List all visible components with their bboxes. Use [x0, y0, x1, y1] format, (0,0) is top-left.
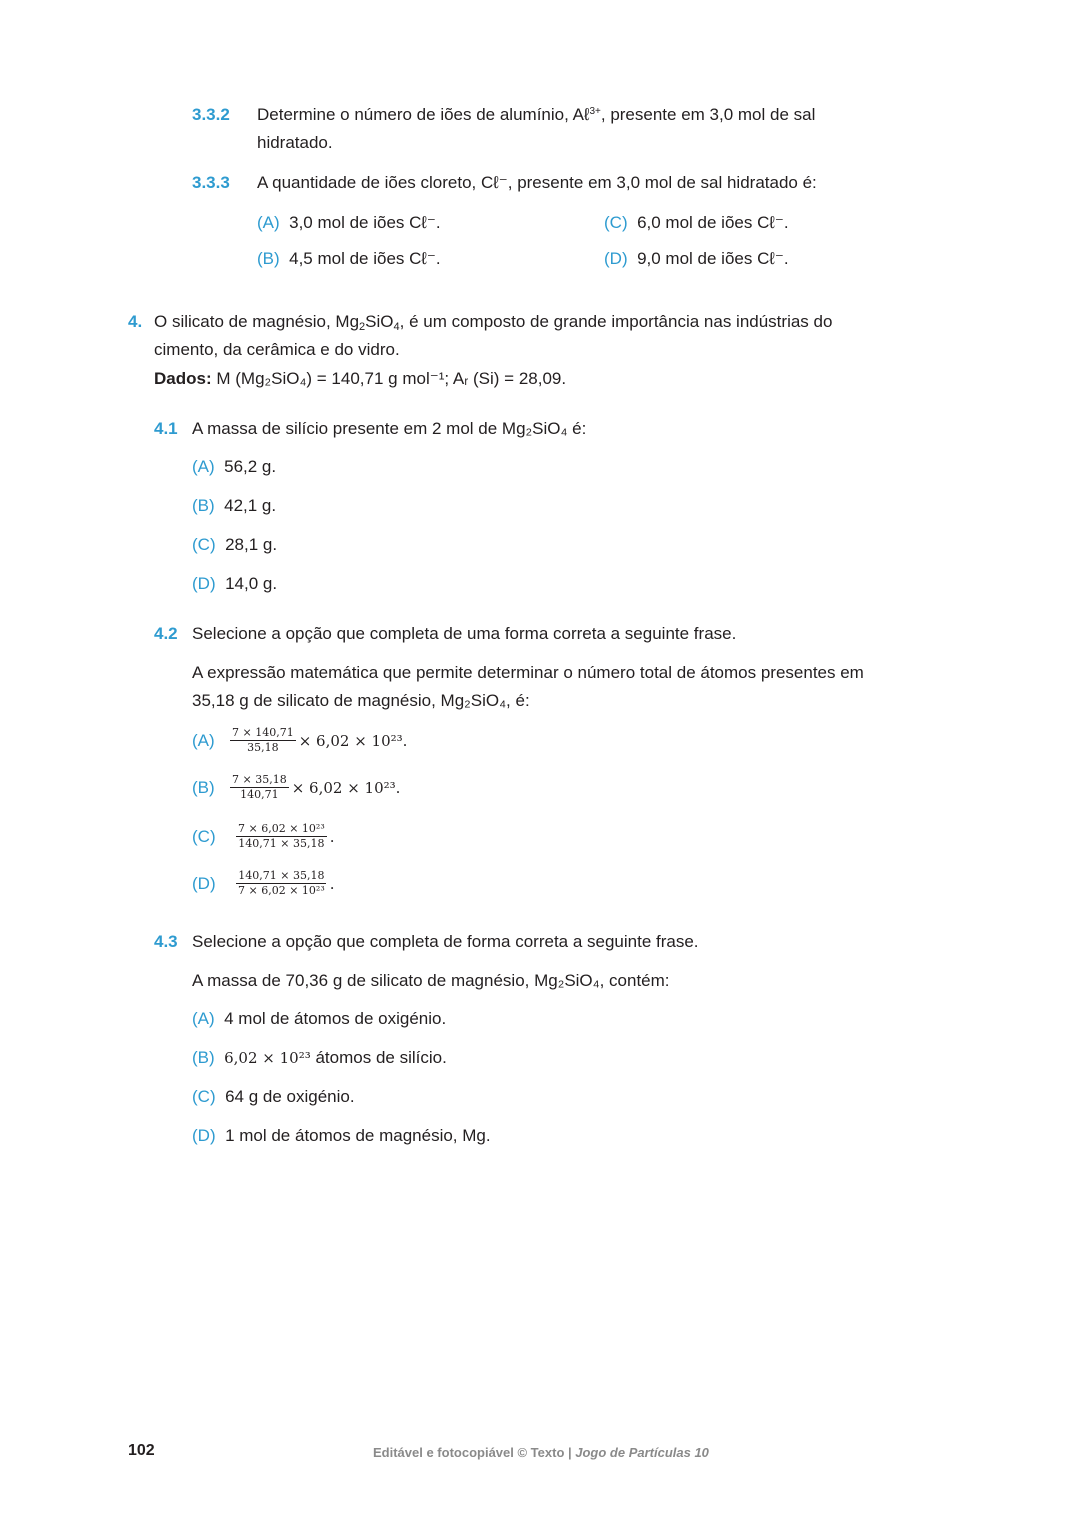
fraction: $\frac{140,71 \times 35,18}{\text{7 × 6,02 × 10²³}}$ [238, 869, 325, 897]
option-4-3-d[interactable]: (D) 1 mol de átomos de magnésio, Mg. [192, 1126, 491, 1145]
question-3-3-2-line1: Determine o número de iões de alumínio, Aℓ$^{3+}$, presente em 3,0 mol de sal [257, 105, 816, 124]
page-number: 102 [128, 1442, 155, 1459]
footer-credit: Editável e fotocopiável © Texto | Jogo de Partículas 10 [373, 1445, 709, 1460]
option-3-3-3-c[interactable]: (C) 6,0 mol de iões Cℓ⁻. [604, 213, 789, 232]
option-3-3-3-a[interactable]: (A) 3,0 mol de iões Cℓ⁻. [257, 213, 441, 232]
option-4-2-c[interactable]: (C) $\frac{\text{7 × 6,02 × 10²³}}{140,71 \times 35,18}$ . [192, 822, 335, 850]
question-number-4-3: 4.3 [154, 932, 178, 951]
fraction: $\frac{7 \times 140,71}{35,18}$ [232, 726, 294, 754]
option-4-2-d[interactable]: (D) $\frac{140,71 \times 35,18}{\text{7 × 6,02 × 10²³}}$ . [192, 869, 335, 897]
question-number-4: 4. [128, 312, 143, 331]
book-title: Jogo de Partículas 10 [575, 1445, 709, 1460]
question-number-4-1: 4.1 [154, 419, 178, 438]
option-4-3-b[interactable]: (B) 6,02 × 10²³ átomos de silício. [192, 1048, 447, 1067]
option-3-3-3-b[interactable]: (B) 4,5 mol de iões Cℓ⁻. [257, 249, 441, 268]
option-4-1-a[interactable]: (A) 56,2 g. [192, 457, 277, 476]
option-4-1-d[interactable]: (D) 14,0 g. [192, 574, 278, 593]
question-4-2-text: Selecione a opção que completa de uma forma correta a seguinte frase. [192, 624, 737, 643]
fraction: $\frac{\text{7 × 6,02 × 10²³}}{140,71 \times 35,18}$ [238, 822, 325, 850]
question-4-3-text: Selecione a opção que completa de forma correta a seguinte frase. [192, 932, 699, 951]
question-4-2-stem-line2: 35,18 g de silicato de magnésio, Mg₂SiO₄, é: [192, 691, 530, 710]
question-number-3-3-3: 3.3.3 [192, 173, 230, 192]
question-number-4-2: 4.2 [154, 624, 178, 643]
option-4-2-a[interactable]: (A) $\frac{7 \times 140,71}{35,18}$ × 6,02 × 10²³. [192, 726, 408, 754]
option-3-3-3-d[interactable]: (D) 9,0 mol de iões Cℓ⁻. [604, 249, 789, 268]
option-4-3-a[interactable]: (A) 4 mol de átomos de oxigénio. [192, 1009, 447, 1028]
question-3-3-3-text: A quantidade de iões cloreto, Cℓ⁻, presente em 3,0 mol de sal hidratado é: [257, 173, 817, 192]
question-4-3-stem: A massa de 70,36 g de silicato de magnésio, Mg₂SiO₄, contém: [192, 971, 670, 990]
question-3-3-2-line2: hidratado. [257, 133, 333, 152]
option-4-3-c[interactable]: (C) 64 g de oxigénio. [192, 1087, 355, 1106]
fraction: $\frac{7 \times 35,18}{140,71}$ [232, 773, 287, 801]
question-4-intro-line1: O silicato de magnésio, $Mg_2SiO_4$, é um composto de grande importância nas indústrias do [154, 312, 833, 333]
question-4-1-text: A massa de silício presente em 2 mol de Mg₂SiO₄ é: [192, 419, 587, 438]
question-4-2-stem-line1: A expressão matemática que permite determinar o número total de átomos presentes em [192, 663, 864, 682]
option-4-1-c[interactable]: (C) 28,1 g. [192, 535, 278, 554]
option-4-1-b[interactable]: (B) 42,1 g. [192, 496, 277, 515]
question-number-3-3-2: 3.3.2 [192, 105, 230, 124]
question-4-data: Dados: M (Mg₂SiO₄) = 140,71 g mol⁻¹; Aᵣ (Si) = 28,09. [154, 369, 567, 388]
question-4-intro-line2: cimento, da cerâmica e do vidro. [154, 340, 400, 359]
question-3-3-2-text [257, 101, 951, 129]
option-4-2-b[interactable]: (B) $\frac{7 \times 35,18}{140,71}$ × 6,02 × 10²³. [192, 773, 401, 801]
